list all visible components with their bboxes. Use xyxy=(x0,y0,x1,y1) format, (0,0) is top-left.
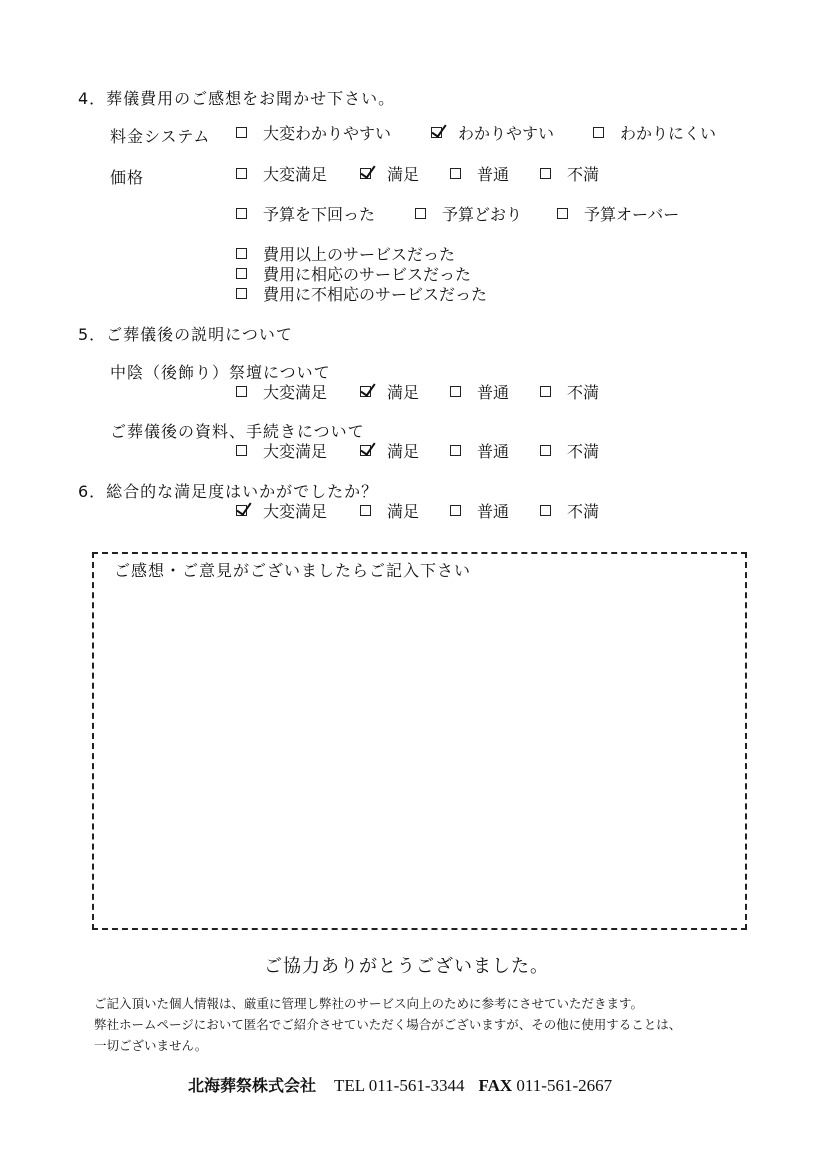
option-clear[interactable]: わかりやすい xyxy=(431,121,554,144)
checked-checkbox-icon[interactable] xyxy=(360,445,371,456)
privacy-notice xyxy=(94,993,681,1056)
label-altar: 中陰（後飾り）祭壇について xyxy=(110,363,331,382)
option-altar-very-satisfied[interactable]: 大変満足 xyxy=(236,380,327,403)
option-altar-unsatisfied[interactable]: 不満 xyxy=(540,380,599,403)
checkbox-icon[interactable] xyxy=(236,288,247,299)
comment-body[interactable] xyxy=(114,588,725,918)
option-docs-very-satisfied[interactable]: 大変満足 xyxy=(236,439,327,462)
option-price-very-satisfied[interactable]: 大変満足 xyxy=(236,162,327,185)
checkbox-icon[interactable] xyxy=(540,445,551,456)
option-altar-normal[interactable]: 普通 xyxy=(450,380,509,403)
comment-box-title: ご感想・ご意見がございましたらご記入下さい xyxy=(114,561,472,580)
label-price-system: 料金システム xyxy=(110,127,211,146)
checkbox-icon[interactable] xyxy=(236,127,247,138)
checkbox-icon[interactable] xyxy=(540,505,551,516)
checkbox-icon[interactable] xyxy=(360,505,371,516)
question-6-title: 6．総合的な満足度はいかがでしたか？ xyxy=(78,482,379,501)
checkbox-icon[interactable] xyxy=(450,168,461,179)
checkbox-icon[interactable] xyxy=(415,208,426,219)
fax-label: FAX xyxy=(478,1076,513,1095)
option-unclear[interactable]: わかりにくい xyxy=(593,121,716,144)
checkbox-icon[interactable] xyxy=(540,386,551,397)
checked-checkbox-icon[interactable] xyxy=(431,127,442,138)
thanks-message: ご協力ありがとうございました。 xyxy=(264,956,549,977)
option-service-above-cost[interactable]: 費用以上のサービスだった xyxy=(236,242,455,265)
option-very-clear[interactable]: 大変わかりやすい xyxy=(236,121,391,144)
option-docs-unsatisfied[interactable]: 不満 xyxy=(540,439,599,462)
privacy-notice-line: 弊社ホームページにおいて匿名でご紹介させていただく場合がございますが、その他に使用することは、 xyxy=(94,1017,682,1032)
checkbox-icon[interactable] xyxy=(557,208,568,219)
option-price-normal[interactable]: 普通 xyxy=(450,162,509,185)
option-service-below-cost[interactable]: 費用に不相応のサービスだった xyxy=(236,282,487,305)
privacy-notice-line: 一切ございません。 xyxy=(94,1038,208,1053)
company-name: 北海葬祭株式会社 xyxy=(188,1076,317,1095)
option-overall-unsatisfied[interactable]: 不満 xyxy=(540,499,599,522)
checkbox-icon[interactable] xyxy=(236,168,247,179)
option-overall-satisfied[interactable]: 満足 xyxy=(360,499,419,522)
checked-checkbox-icon[interactable] xyxy=(360,168,371,179)
checkbox-icon[interactable] xyxy=(236,268,247,279)
checkbox-icon[interactable] xyxy=(593,127,604,138)
option-on-budget[interactable]: 予算どおり xyxy=(415,202,522,225)
checkbox-icon[interactable] xyxy=(236,208,247,219)
checkbox-icon[interactable] xyxy=(236,248,247,259)
label-price: 価格 xyxy=(110,168,145,187)
footer-contact xyxy=(188,1073,612,1096)
checkbox-icon[interactable] xyxy=(450,505,461,516)
checkbox-icon[interactable] xyxy=(236,445,247,456)
option-docs-satisfied[interactable]: 満足 xyxy=(360,439,419,462)
checkbox-icon[interactable] xyxy=(450,445,461,456)
fax-number: 011-561-2667 xyxy=(516,1076,613,1095)
option-over-budget[interactable]: 予算オーバー xyxy=(557,202,679,225)
option-price-unsatisfied[interactable]: 不満 xyxy=(540,162,599,185)
label-documents: ご葬儀後の資料、手続きについて xyxy=(110,422,365,441)
question-4-title: 4．葬儀費用のご感想をお聞かせ下さい。 xyxy=(78,89,396,108)
option-price-satisfied[interactable]: 満足 xyxy=(360,162,419,185)
tel-number: TEL 011-561-3344 xyxy=(334,1076,465,1095)
option-overall-very-satisfied[interactable]: 大変満足 xyxy=(236,499,327,522)
option-service-matching-cost[interactable]: 費用に相応のサービスだった xyxy=(236,262,471,285)
option-overall-normal[interactable]: 普通 xyxy=(450,499,509,522)
checked-checkbox-icon[interactable] xyxy=(236,505,247,516)
comment-box[interactable] xyxy=(92,552,747,930)
checkbox-icon[interactable] xyxy=(236,386,247,397)
question-5-title: 5．ご葬儀後の説明について xyxy=(78,325,293,344)
checked-checkbox-icon[interactable] xyxy=(360,386,371,397)
option-docs-normal[interactable]: 普通 xyxy=(450,439,509,462)
checkbox-icon[interactable] xyxy=(450,386,461,397)
option-altar-satisfied[interactable]: 満足 xyxy=(360,380,419,403)
option-under-budget[interactable]: 予算を下回った xyxy=(236,202,375,225)
checkbox-icon[interactable] xyxy=(540,168,551,179)
privacy-notice-line: ご記入頂いた個人情報は、厳重に管理し弊社のサービス向上のために参考にさせていただきます。 xyxy=(94,996,644,1011)
